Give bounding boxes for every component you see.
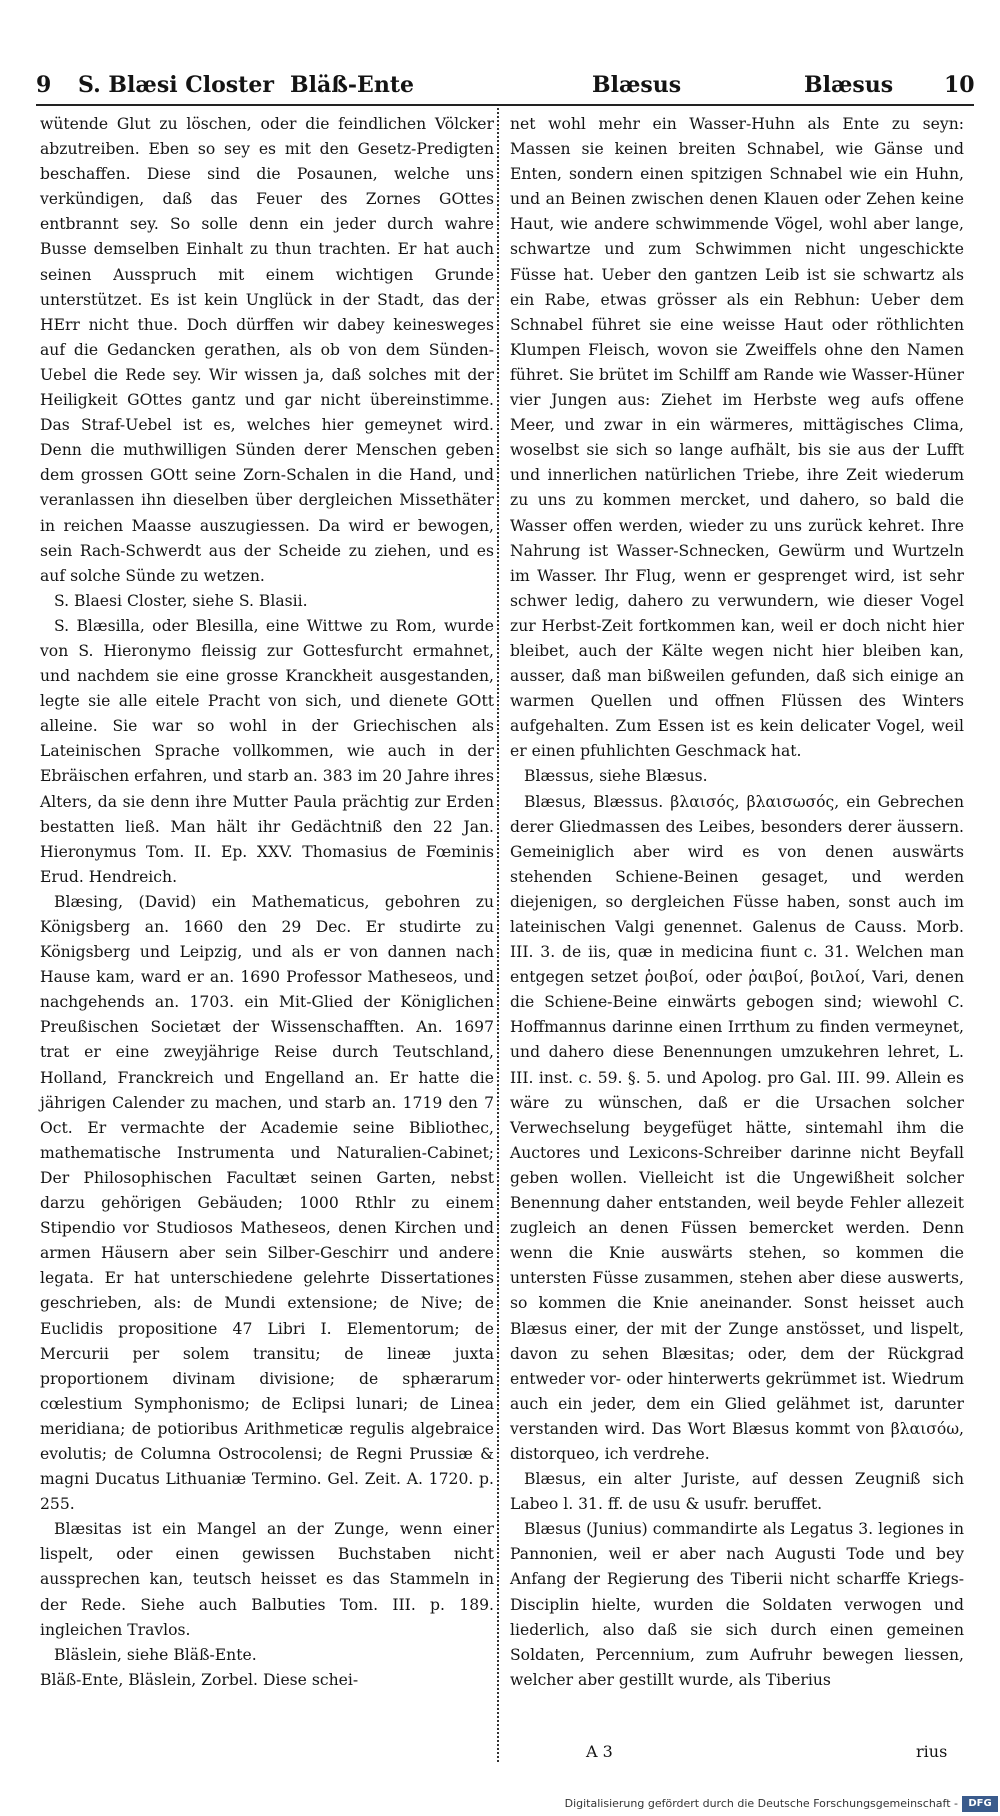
footer-credit: Digitalisierung gefördert durch die Deutsche Forschungsgemeinschaft - bbox=[564, 1797, 958, 1810]
right-paragraph: Blæsus, ein alter Juriste, auf dessen Zeugniß sich Labeo l. 31. ff. de usu & usufr. beruffet. bbox=[510, 1470, 964, 1514]
right-paragraph: Blæssus, siehe Blæsus. bbox=[524, 767, 708, 786]
right-running-title: Blæsus bbox=[804, 72, 894, 98]
right-keyword: Blæsus bbox=[592, 72, 682, 98]
left-paragraph: S. Blæsilla, oder Blesilla, eine Wittwe zu Rom, wurde von S. Hieronymo fleissig zur Gottesfurcht ermahnet, und nachdem sie eine grosse Kranckheit ausgestanden, legte sie alle eitele Pracht von sich, und dienete GOtt alleine. Sie war so wohl in der Griechischen als Lateinischen Sprache vollkommen, wie auch in der Ebräischen erfahren, und starb an. 383 im 20 Jahre ihres Alters, da sie denn ihre Mutter Paula prächtig zur Erden bestatten ließ. Man hält ihr Gedächtniß den 22 Jan. Hieronymus Tom. II. Ep. XXV. Thomasius de Fœminis Erud. Hendreich. bbox=[40, 616, 494, 886]
left-paragraph: S. Blaesi Closter, siehe S. Blasii. bbox=[54, 591, 308, 610]
left-paragraph: Blæsitas ist ein Mangel an der Zunge, wenn einer lispelt, oder einen gewissen Buchstaben nicht aussprechen kan, teutsch heisset es das Stammeln in der Rede. Siehe auch Balbuties Tom. III. p. 189. ingleichen Travlos. bbox=[40, 1520, 494, 1639]
left-paragraph: Bläß-Ente, Bläslein, Zorbel. Diese schei- bbox=[40, 1670, 359, 1689]
right-paragraph: Blæsus, Blæssus. βλαισός, βλαισωσός, ein Gebrechen derer Gliedmassen des Leibes, besonders derer äussern. Gemeiniglich aber wird es von denen auswärts stehenden Schiene-Beinen gesaget, und werden diejenigen, so dergleichen Füsse haben, sonst auch im lateinischen Valgi genennet. Galenus de Causs. Morb. III. 3. de iis, quæ in medicina fiunt c. 31. Welchen man entgegen setzet ῥοιβοί, oder ῥαιβοί, βοιλοί, Vari, denen die Schiene-Beine einwärts gebogen sind; wiewohl C. Hoffmannus darinne einen Irrthum zu finden vermeynet, und dahero diese Benennungen umzukehren lehret, L. III. inst. c. 59. §. 5. und Apolog. pro Gal. III. 99. Allein es wäre zu wünschen, daß er die Ursachen solcher Verwechselung beygefüget hätte, sintemahl ihm die Auctores und Lexicons-Schreiber darinne nicht Beyfall geben wollen. Vielleicht ist die Ungewißheit solcher Benennung daher entstanden, weil beyde Fehler allezeit zugleich an denen Füssen bemercket werden. Denn wenn die Knie auswärts stehen, so kommen die untersten Füsse zusammen, stehen aber diese auswerts, so kommen die Knie aneinander. Sonst heisset auch Blæsus einer, der mit der Zunge anstösset, und lispelt, davon zu sehen Blæsitas; oder, dem der Rückgrad entweder vor- oder hinterwerts gekrümmet ist. Wiedrum auch ein jeder, dem ein Glied gelähmet ist, darunter verstanden wird. Das Wort Blæsus kommt von βλαισόω, distorqueo, ich verdrehe. bbox=[510, 792, 964, 1463]
right-page-number: 10 bbox=[944, 72, 975, 98]
left-paragraph: Blæsing, (David) ein Mathematicus, gebohren zu Königsberg an. 1660 den 29 Dec. Er studirte zu Königsberg und Leipzig, und als er von dannen nach Hause kam, ward er an. 1690 Professor Matheseos, und nachgehends an. 1703. ein Mit-Glied der Königlichen Preußischen Societæt der Wissenschafften. An. 1697 trat er eine zweyjährige Reise durch Teutschland, Holland, Franckreich und Engelland an. Er hatte die jährigen Calender zu machen, und starb an. 1719 den 7 Oct. Er vermachte der Academie seine Bibliothec, mathematische Instrumenta und Naturalien-Cabinet; Der Philosophischen Facultæt seinen Garten, nebst darzu gehörigen Gebäuden; 1000 Rthlr zu einem Stipendio vor Studiosos Matheseos, denen Kirchen und armen Häusern aber sein Silber-Geschirr und andere legata. Er hat unterschiedene gelehrte Dissertationes geschrieben, als: de Mundi extensione; de Nive; de Euclidis propositione 47 Libri I. Elementorum; de Mercurii per solem transitu; de lineæ juxta proportionem divinam divisione; de sphærarum cœlestium Symphonismo; de Eclipsi lunari; de Linea meridiana; de potioribus Arithmeticæ regulis algebraice evolutis; de Columna Ostrocolensi; de Regni Prussiæ & magni Ducatus Lithuaniæ Termino. Gel. Zeit. A. 1720. p. 255. bbox=[40, 892, 494, 1514]
right-column bbox=[510, 112, 964, 1693]
signature-mark: A 3 bbox=[586, 1742, 613, 1761]
column-divider bbox=[497, 108, 501, 1762]
left-column bbox=[40, 112, 494, 1693]
digitization-footer bbox=[0, 1794, 1000, 1816]
running-header bbox=[36, 72, 976, 108]
right-paragraph: net wohl mehr ein Wasser-Huhn als Ente zu seyn: Massen sie keinen breiten Schnabel, wie Gänse und Enten, sondern einen spitzigen Schnabel wie ein Huhn, und an Beinen zwischen denen Klauen oder Zehen keine Haut, wie andere schwimmende Vögel, wohl aber lange, schwartze und zum Schwimmen nicht ungeschickte Füsse hat. Ueber den gantzen Leib ist sie schwartz als ein Rabe, etwas grösser als ein Rebhun: Ueber dem Schnabel führet sie eine weisse Haut oder röthlichten Klumpen Fleisch, wovon sie Zweiffels ohne den Namen führet. Sie brütet im Schilff am Rande wie Wasser-Hüner vier Jungen aus: Ziehet im Herbste weg aufs offene Meer, und zwar in ein wärmeres, mittägisches Clima, woselbst sie sich so lange aufhält, bis sie aus der Lufft und innerlichen natürlichen Triebe, ihre Zeit wiederum zu uns zu kommen mercket, und dahero, so bald die Wasser offen werden, wieder zu uns zurück kehret. Ihre Nahrung ist Wasser-Schnecken, Gewürm und Wurtzeln im Wasser. Ihr Flug, wenn er gesprenget wird, ist sehr schwer ledig, dahero zu verwundern, wie dieser Vogel zur Herbst-Zeit fortkommen kan, weil er doch nicht hier bleibet, auch der Kälte wegen nicht hier bleiben kan, ausser, daß man bißweilen gefunden, daß sich einige an warmen Quellen und offnen Flüssen des Winters aufgehalten. Zum Essen ist es kein delicater Vogel, weil er einen pfuhlichten Geschmack hat. bbox=[510, 115, 964, 761]
left-paragraph: wütende Glut zu löschen, oder die feindlichen Völcker abzutreiben. Eben so sey es mit den Gesetz-Predigten beschaffen. Diese sind die Posaunen, welche uns verkündigen, daß das Feuer des Zornes GOttes entbrannt sey. So solle denn ein jeder durch wahre Busse demselben Einhalt zu thun trachten. Er hat auch seinen Ausspruch mit einem wichtigen Grunde unterstützet. Es ist kein Unglück in der Stadt, das der HErr nicht thue. Doch dürffen wir dabey keinesweges auf die Gedancken gerathen, als ob von dem Sünden-Uebel die Rede sey. Wir wissen ja, daß solches mit der Heiligkeit GOttes gantz und gar nicht übereinstimme. Das Straf-Uebel ist es, welches hier gemeynet wird. Denn die muthwilligen Sünden derer Menschen geben dem grossen GOtt seine Zorn-Schalen in die Hand, und veranlassen ihn dieselben über dergleichen Missethäter in reichen Maasse auszugiessen. Da wird er bewogen, sein Rach-Schwerdt aus der Scheide zu ziehen, und es auf solche Sünde zu wetzen. bbox=[40, 115, 494, 585]
dfg-logo: DFG bbox=[962, 1796, 998, 1812]
left-page-number: 9 bbox=[36, 72, 52, 98]
left-keyword: Bläß-Ente bbox=[290, 72, 414, 98]
header-rule bbox=[36, 104, 974, 106]
left-running-title: S. Blæsi Closter bbox=[78, 72, 274, 98]
right-paragraph: Blæsus (Junius) commandirte als Legatus 3. legiones in Pannonien, weil er aber nach Augusti Tode und bey Anfang der Regierung des Tiberii nicht scharffe Kriegs-Disciplin hielte, wurden die Soldaten verwogen und liederlich, also daß sie sich durch einen gemeinen Soldaten, Percennium, zum Aufruhr bewegen liessen, welcher aber gestillt wurde, als Tiberius bbox=[510, 1520, 964, 1689]
catchword: rius bbox=[916, 1742, 948, 1761]
left-paragraph: Bläslein, siehe Bläß-Ente. bbox=[54, 1645, 257, 1664]
